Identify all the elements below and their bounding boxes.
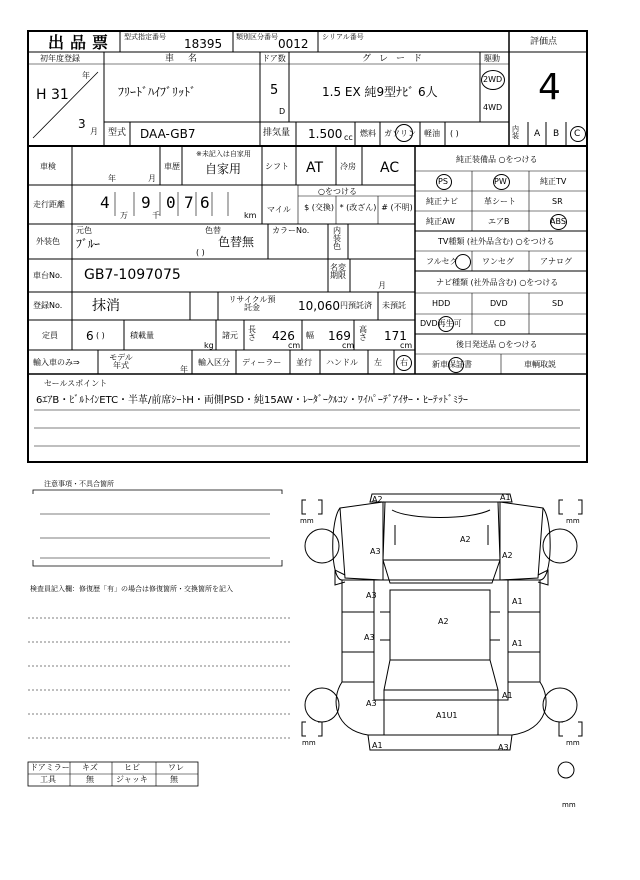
history-label: 車歴 xyxy=(164,162,180,171)
hood-panel xyxy=(383,502,500,560)
mile-circle-note: ○をつける xyxy=(318,187,357,196)
mileage-digit-5: 6 xyxy=(200,193,210,212)
import-parallel: 並行 xyxy=(296,358,312,367)
handle-left: 左 xyxy=(374,358,382,367)
interior-c: C xyxy=(574,129,581,139)
equip-navi: 純正ナビ xyxy=(426,197,458,206)
fuel-label: 燃料 xyxy=(360,129,376,138)
interior-c-circle xyxy=(570,126,586,142)
legend-v2: 無 xyxy=(86,775,94,784)
inspection-year-unit: 年 xyxy=(108,174,116,183)
mark-front-right: A1 xyxy=(500,493,511,502)
width-label: 幅 xyxy=(306,331,314,340)
drive-4wd: 4WD xyxy=(483,103,503,112)
mark-left-fender: A3 xyxy=(370,547,381,556)
legend-h3: ヒビ xyxy=(124,763,140,772)
left-rear-door xyxy=(342,612,374,652)
navi-sd: SD xyxy=(552,299,564,308)
mileage-digit-1: 4 xyxy=(100,193,110,212)
grade-value: 1.5 EX 純9型ﾅﾋﾞ 6人 xyxy=(322,85,438,99)
mm-front-left: mm xyxy=(300,517,314,525)
mark-right-quarter: A1 xyxy=(502,691,513,700)
mark-right-door-rear: A1 xyxy=(512,639,523,648)
mark-left-door-rear: A3 xyxy=(364,633,375,642)
mileage-digit-3: 0 xyxy=(166,193,176,212)
rating-value: 4 xyxy=(538,67,561,108)
height-label: 高さ xyxy=(359,325,367,342)
reg-era-year: H 31 xyxy=(36,87,69,103)
equip-ps: PS xyxy=(438,177,448,186)
wheel-front-left xyxy=(305,529,339,563)
orig-color-value: ﾌﾞﾙｰ xyxy=(76,237,101,251)
model-year-label: モデル年式 xyxy=(109,353,133,370)
legend-h1: ドアミラー xyxy=(30,763,70,772)
dim-label: 諸元 xyxy=(222,331,238,340)
drive-label: 駆動 xyxy=(484,54,500,63)
navi-dvd: DVD xyxy=(490,299,508,308)
history-value: 自家用 xyxy=(205,162,242,176)
type-cert-label: 型式指定番号 xyxy=(124,33,166,41)
right-fender xyxy=(500,502,543,580)
mark-rear-right: A3 xyxy=(498,743,509,752)
color-no-label: 色替 xyxy=(205,226,221,235)
capacity-label: 定員 xyxy=(42,331,58,340)
mark-right-door-front: A1 xyxy=(512,597,523,606)
capacity-value: 6 xyxy=(86,329,94,343)
mark-right-fender: A2 xyxy=(502,551,513,560)
first-reg-label: 初年度登録 xyxy=(40,54,80,63)
width-cm: cm xyxy=(342,341,355,350)
wheel-rear-right xyxy=(543,688,577,722)
tv-fullseg: フルセグ xyxy=(426,257,458,266)
tv-analog: アナログ xyxy=(540,257,572,266)
inspector-label: 検査員記入欄：修復歴「有」の場合は修復箇所・交換箇所を記入 xyxy=(30,585,233,593)
color-change-value: 色替無 xyxy=(218,235,255,249)
shift-value: AT xyxy=(306,160,324,176)
tv-oneseg: ワンセグ xyxy=(482,257,514,266)
fuel-other: ( ) xyxy=(450,129,459,138)
sales-point-label: セールスポイント xyxy=(44,379,108,388)
mark-rear-gate: A1U1 xyxy=(436,711,458,720)
orig-color-label: 元色 xyxy=(76,226,92,235)
mark-front-left: A2 xyxy=(372,495,383,504)
height-value: 171 xyxy=(384,329,407,343)
name-change-label: 名変期限 xyxy=(330,263,346,280)
later-warranty: 新車保証書 xyxy=(432,360,472,369)
mark-left-quarter: A3 xyxy=(366,699,377,708)
class-no: 0012 xyxy=(278,37,309,51)
tv-fullseg-circle xyxy=(455,254,471,270)
fuel-gasoline-circle xyxy=(395,124,413,142)
legend-v1: 工具 xyxy=(40,775,56,784)
mark-left-door-front: A3 xyxy=(366,591,377,600)
mile-tamper: * (改ざん) xyxy=(339,203,377,212)
reg-month: 3 xyxy=(78,117,86,131)
recycle-unit: 円預託済 xyxy=(340,301,372,310)
equip-abs-circle xyxy=(550,214,567,230)
handle-right: 右 xyxy=(400,358,408,367)
type-cert-no: 18395 xyxy=(184,37,223,51)
inspection-label: 車検 xyxy=(40,162,56,171)
fuel-diesel: 軽油 xyxy=(424,129,440,138)
reg-month-suffix: 月 xyxy=(90,127,98,136)
later-manual: 車輌取説 xyxy=(524,360,556,369)
navi-type-label: ナビ種類 (社外品含む) ○をつける xyxy=(436,278,559,287)
mm-front-right: mm xyxy=(566,517,580,525)
mark-rear-left: A1 xyxy=(372,741,383,750)
mm-rear-left: mm xyxy=(302,739,316,747)
cc-unit: cc xyxy=(344,133,353,142)
form-title: 出品票 xyxy=(48,33,115,52)
import-label: 輸入車のみ⇒ xyxy=(33,358,80,367)
wheel-rear-left xyxy=(305,688,339,722)
serial-label: シリアル番号 xyxy=(322,33,364,41)
colorno-label: カラーNo. xyxy=(272,226,310,235)
reg-no-label: 登録No. xyxy=(33,301,63,310)
navi-dvd-play: DVD再生可 xyxy=(420,319,462,328)
tv-type-label: TV種類 (社外品含む) ○をつける xyxy=(438,237,555,246)
doors-value: 5 xyxy=(270,83,279,98)
right-quarter xyxy=(508,652,540,682)
color-label: 外装色 xyxy=(36,237,60,246)
length-label: 長さ xyxy=(248,325,256,342)
equip-tv: 純正TV xyxy=(540,177,567,186)
load-kg: kg xyxy=(204,341,214,350)
reg-year-suffix: 年 xyxy=(82,71,90,80)
sales-point-text: 6ｴｱB・ﾋﾞﾙﾄｲﾝETC・半革/前席ｼｰﾄH・両側PSD・純15AW・ﾚｰﾀﾞｰｸﾙｺﾝ・ﾜｲﾊﾟｰﾃﾞｱｲｻｰ・ﾋｰﾃｯﾄﾞﾐﾗｰ xyxy=(36,395,468,406)
shift-label: シフト xyxy=(265,162,289,171)
ac-label: 冷房 xyxy=(340,162,356,171)
caution-label: 注意事項・不具合箇所 xyxy=(44,480,114,488)
equip-leather: 革シート xyxy=(484,197,516,206)
history-note: ※未記入は自家用 xyxy=(196,150,251,158)
length-cm: cm xyxy=(288,341,301,350)
navi-cd: CD xyxy=(494,319,506,328)
inspection-month-unit: 月 xyxy=(148,174,156,183)
capacity-paren: ( ) xyxy=(96,331,105,340)
name-change-month: 月 xyxy=(378,281,386,290)
right-front-door xyxy=(508,580,540,612)
model-label: 型式 xyxy=(108,128,127,138)
height-cm: cm xyxy=(400,341,413,350)
length-value: 426 xyxy=(272,329,295,343)
doors-label: ドア数 xyxy=(262,54,286,63)
recycle-not: 未預託 xyxy=(382,301,406,310)
later-warranty-circle xyxy=(448,357,464,373)
car-name: ﾌﾘｰﾄﾞﾊｲﾌﾞﾘｯﾄﾞ xyxy=(118,85,197,99)
rear-window xyxy=(384,660,498,690)
equip-abs: ABS xyxy=(550,217,566,226)
legend-h2: キズ xyxy=(82,763,98,772)
handle-right-circle xyxy=(396,355,412,371)
left-quarter xyxy=(342,652,374,682)
drive-2wd-circle xyxy=(481,70,505,90)
grade-label: グレード xyxy=(362,54,431,64)
wheel-front-right xyxy=(543,529,577,563)
displacement-label: 排気量 xyxy=(263,128,291,138)
factory-equip-label: 純正装備品 ○をつける xyxy=(456,155,538,164)
navi-dvd-play-circle xyxy=(438,316,454,332)
doors-type: D xyxy=(279,107,286,116)
displacement-value: 1.500 xyxy=(308,127,343,141)
later-label: 後日発送品 ○をつける xyxy=(456,340,538,349)
width-value: 169 xyxy=(328,329,351,343)
chassis-value: GB7-1097075 xyxy=(84,267,181,283)
recycle-value: 10,060 xyxy=(298,299,340,313)
mile-exchange: $ (交換) xyxy=(304,203,334,212)
class-label: 類別区分番号 xyxy=(236,33,278,41)
equip-sr: SR xyxy=(552,197,563,206)
interior-a: A xyxy=(534,129,541,139)
import-dealer: ディーラー xyxy=(242,358,282,367)
mileage-km: km xyxy=(244,211,257,220)
equip-airbag: エアB xyxy=(488,217,510,226)
fuel-gasoline: ガソリン xyxy=(384,129,416,138)
mm-spare: mm xyxy=(562,801,576,809)
chassis-label: 車台No. xyxy=(33,271,63,280)
car-name-label: 車名 xyxy=(165,54,212,64)
equip-aw: 純正AW xyxy=(426,217,455,226)
mileage-man: 万 xyxy=(120,211,128,220)
ac-value: AC xyxy=(380,160,400,176)
recycle-label: リサイクル預託金 xyxy=(228,295,276,312)
spare-tire xyxy=(558,762,574,778)
load-label: 積載量 xyxy=(130,331,154,340)
mileage-sen: 千 xyxy=(152,211,160,220)
mileage-digit-2: 9 xyxy=(141,193,151,212)
legend-v3: ジャッキ xyxy=(116,775,148,784)
equip-ps-circle xyxy=(436,174,452,190)
equip-pw: PW xyxy=(494,177,507,186)
legend-h4: ワレ xyxy=(168,763,184,772)
interior-color-label: 内装色 xyxy=(333,226,341,251)
navi-hdd: HDD xyxy=(432,299,451,308)
mile-label: マイル xyxy=(267,205,291,214)
handle-label: ハンドル xyxy=(326,358,358,367)
mile-unknown: # (不明) xyxy=(381,203,413,212)
rating-label: 評価点 xyxy=(530,37,558,47)
model-year-unit: 年 xyxy=(180,365,188,374)
import-class-label: 輸入区分 xyxy=(198,358,230,367)
interior-label: 内装 xyxy=(512,125,519,140)
mark-roof: A2 xyxy=(438,617,449,626)
mileage-digit-4: 7 xyxy=(184,193,194,212)
equip-pw-circle xyxy=(493,174,510,190)
color-paren: ( ) xyxy=(196,248,205,257)
drive-2wd: 2WD xyxy=(483,75,503,84)
mileage-label: 走行距離 xyxy=(33,200,65,209)
reg-no-value: 抹消 xyxy=(92,298,120,314)
mark-hood: A2 xyxy=(460,535,471,544)
model-value: DAA-GB7 xyxy=(140,127,196,141)
left-fender xyxy=(340,502,383,580)
rear-bumper xyxy=(368,735,512,750)
front-bumper xyxy=(370,494,512,502)
legend-v4: 無 xyxy=(170,775,178,784)
interior-b: B xyxy=(553,129,560,139)
mm-rear-right: mm xyxy=(566,739,580,747)
